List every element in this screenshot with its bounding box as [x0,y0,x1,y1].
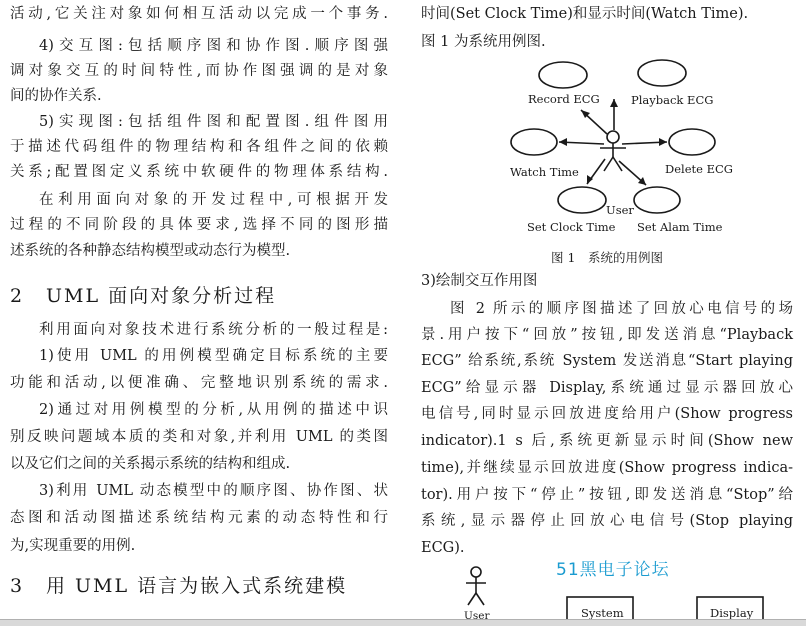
paragraph-line: indicator).1 s 后,系统更新显示时间(Show new [421,433,793,449]
object-label: Display [710,606,754,619]
paragraph-line: 4)交互图:包括顺序图和协作图.顺序图强 [39,38,388,54]
paragraph-line: 2)通过对用例模型的分析,从用例的描述中识 [39,402,388,418]
section-number: 2 [10,285,25,307]
left-column [10,0,388,600]
paragraph-line: 别反映问题域本质的类和对象,并利用 UML 的类图 [10,429,388,445]
paragraph-line: 态图和活动图描述系统结构元素的动态特性和行 [10,510,388,526]
object-label: System [581,606,624,619]
paragraph-line: 功能和活动,以便准确、完整地识别系统的需求. [10,375,388,391]
paragraph-line: ECG”给显示器 Display,系统通过显示器回放心 [421,380,793,396]
use-case-ellipse [558,187,606,213]
paragraph-line: 在利用面向对象的开发过程中,可根据开发 [39,192,388,208]
section-number: 3 [10,575,25,597]
use-case-ellipse [511,129,557,155]
paragraph-line: ECG” 给系统,系统 System 发送消息“Start playing [421,353,793,369]
use-case-label: Playback ECG [631,93,714,107]
paragraph-line: 述系统的各种静态结构模型或动态行为模型. [10,243,291,259]
use-case-label: Delete ECG [665,162,733,176]
paragraph-line: tor).用户按下“停止”按钮,即发送消息“Stop”给 [421,487,793,503]
paragraph-line: 时间(Set Clock Time)和显示时间(Watch Time). [421,6,749,22]
section-title: 用 UML 语言为嵌入式系统建模 [46,575,348,597]
paragraph-line: 景.用户按下“回放”按钮,即发送消息“Playback [421,327,793,343]
paragraph-line: 关系;配置图定义系统中软硬件的物理体系结构. [10,164,388,180]
figure-caption: 图 1 系统的用例图 [551,250,663,265]
actor-head [607,131,619,143]
paragraph-line: 调对象交互的时间特性,而协作图强调的是对象 [10,63,388,79]
section-3-heading [10,573,388,599]
use-case-ellipse [669,129,715,155]
paragraph-line: 为,实现重要的用例. [10,538,136,554]
paragraph-line: 图 2 所示的顺序图描述了回放心电信号的场 [450,301,793,317]
paragraph-line: 电信号,同时显示回放进度给用户(Show progress [421,406,793,422]
actor-label: User [606,203,634,217]
actor-head [471,567,481,577]
right-column [421,0,793,619]
watermark-text: 51黑电子论坛 [556,560,670,580]
paragraph-line: 利用面向对象技术进行系统分析的一般过程是: [39,322,388,338]
paragraph-line: 于描述代码组件的物理结构和各组件之间的依赖 [10,139,388,155]
section-title: UML 面向对象分析过程 [46,285,277,307]
subheading: 3)绘制交互作用图 [421,273,538,289]
paragraph-line: ECG). [421,540,465,556]
use-case-label: Watch Time [510,165,579,179]
paragraph-line: 1)使用 UML 的用例模型确定目标系统的主要 [39,348,388,364]
use-case-ellipse [539,62,587,88]
use-case-ellipse [638,60,686,86]
section-2-heading [10,283,388,309]
use-case-ellipse [634,187,680,213]
use-case-label: Set Clock Time [527,220,616,234]
paragraph-line: 图 1 为系统用例图. [421,34,546,50]
paragraph-line: 5)实现图:包括组件图和配置图.组件图用 [39,114,388,130]
paragraph-line: 以及它们之间的关系揭示系统的结构和组成. [10,456,291,472]
paragraph-line: 间的协作关系. [10,88,102,104]
paragraph-line: 3)利用 UML 动态模型中的顺序图、协作图、状 [39,483,388,499]
paragraph-line: 活动,它关注对象如何相互活动以完成一个事务. [10,6,388,22]
paragraph-line: time),并继续显示回放进度(Show progress indica- [421,460,793,476]
use-case-label: Set Alam Time [637,220,723,234]
use-case-label: Record ECG [528,92,600,106]
paragraph-line: 过程的不同阶段的具体要求,选择不同的图形描 [10,217,388,233]
paragraph-line: 系统,显示器停止回放心电信号(Stop playing [421,513,793,529]
actor-label: User [464,610,490,619]
use-case-diagram [501,54,806,248]
